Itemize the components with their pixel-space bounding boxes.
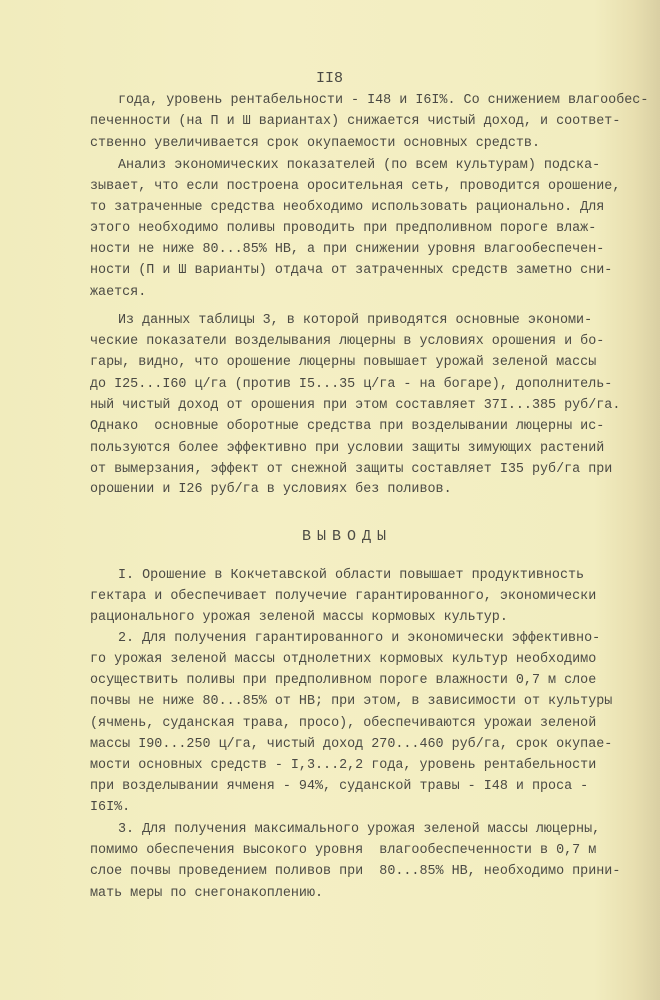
paragraph-line: ности (П и Ш варианты) отдача от затраченных средств заметно сни- [90,263,613,278]
paragraph-line: Анализ экономических показателей (по всем культурам) подска- [118,158,601,173]
conclusion-line: помимо обеспечения высокого уровня влагообеспеченности в 0,7 м [90,843,597,858]
paragraph-line: года, уровень рентабельности - I48 и I6I%. Со снижением влагообес- [118,93,649,108]
paragraph-line: ности не ниже 80...85% НВ, а при снижении уровня влагообеспечен- [90,242,605,257]
conclusion-line: гектара и обеспечивает получечие гарантированного, экономически [90,589,597,604]
paragraph-line: ственно увеличивается срок окупаемости основных средств. [90,136,540,151]
conclusion-line: массы I90...250 ц/га, чистый доход 270...460 руб/га, срок окупае- [90,737,613,752]
conclusion-line: слое почвы проведением поливов при 80...85% НВ, необходимо прини- [90,864,621,879]
conclusion-line: рационального урожая зеленой массы кормовых культур. [90,610,508,625]
conclusion-line: осуществить поливы при предполивном пороге влажности 0,7 м слое [90,673,597,688]
conclusion-line: I6I%. [90,800,131,815]
paragraph-line: Однако основные оборотные средства при возделывании люцерны ис- [90,419,605,434]
paragraph-line: ческие показатели возделывания люцерны в условиях орошения и бо- [90,334,605,349]
conclusion-line: мости основных средств - I,3...2,2 года, уровень рентабельности [90,758,597,773]
paragraph-line: орошении и I26 руб/га в условиях без поливов. [90,482,452,497]
paragraph-line: ный чистый доход от орошения при этом составляет 37I...385 руб/га. [90,398,621,413]
conclusion-line: 2. Для получения гарантированного и экономически эффективно- [118,631,601,646]
conclusion-line: 3. Для получения максимального урожая зеленой массы люцерны, [118,822,601,837]
conclusion-line: (ячмень, суданская трава, просо), обеспечиваются урожаи зеленой [90,716,597,731]
paragraph-line: до I25...I60 ц/га (против I5...35 ц/га - на богаре), дополнитель- [90,377,613,392]
paragraph-line: Из данных таблицы 3, в которой приводятся основные экономи- [118,313,593,328]
conclusion-line: при возделывании ячменя - 94%, суданской травы - I48 и проса - [90,779,589,794]
page-number: II8 [316,70,344,87]
paragraph-line: от вымерзания, эффект от снежной защиты составляет I35 руб/га при [90,462,613,477]
paragraph-line: то затраченные средства необходимо использовать рационально. Для [90,200,605,215]
paragraph-line: пользуются более эффективно при условии защиты зимующих растений [90,441,605,456]
paragraph-line: гары, видно, что орошение люцерны повышает урожай зеленой массы [90,355,597,370]
conclusions-heading: ВЫВОДЫ [302,528,393,545]
paragraph-line: жается. [90,285,147,300]
paragraph-line: зывает, что если построена оросительная сеть, проводится орошение, [90,179,621,194]
conclusion-line: I. Орошение в Кокчетавской области повышает продуктивность [118,568,585,583]
conclusion-line: почвы не ниже 80...85% от НВ; при этом, в зависимости от культуры [90,694,613,709]
paragraph-line: печенности (на П и Ш вариантах) снижается чистый доход, и соответ- [90,114,621,129]
conclusion-line: го урожая зеленой массы отднолетних кормовых культур необходимо [90,652,597,667]
paragraph-line: этого необходимо поливы проводить при предполивном пороге влаж- [90,221,597,236]
conclusion-line: мать меры по снегонакоплению. [90,886,324,901]
